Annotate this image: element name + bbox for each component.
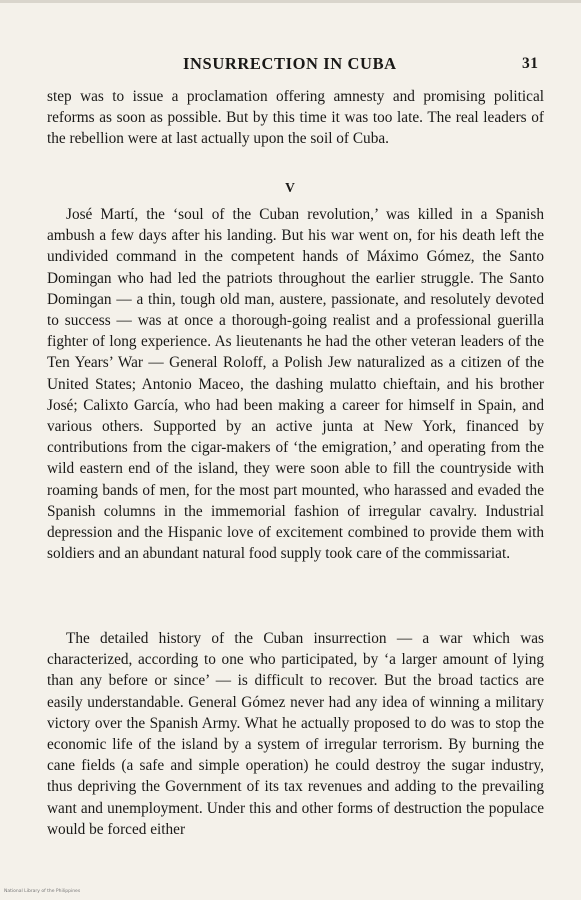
running-head (0, 54, 581, 78)
page-number: 31 (522, 55, 539, 72)
paragraph-marti (47, 204, 544, 564)
paragraph-continuation (47, 86, 544, 150)
paragraph-text: José Martí, the ‘soul of the Cuban revolution,’ was killed in a Spanish ambush a few days after his landing. But his war went on, for his death left the undivided command in the competent hands of Máximo Gómez, the Santo Domingan who had led the patriots throughout the earlier struggle. The Santo Domingan — a thin, tough old man, austere, passionate, and resolutely devoted to success — was at once a thorough-going realist and a professional guerilla fighter of long experience. As lieutenants he had the other veteran leaders of the Ten Years’ War — General Roloff, a Polish Jew naturalized as a citizen of the United States; Antonio Maceo, the dashing mulatto chieftain, and his brother José; Calixto García, who had been making a career for himself in Spain, and various others. Supported by an active junta at New York, financed by contributions from the cigar-makers of ‘the emigration,’ and operating from the wild eastern end of the island, they were soon able to fill the countryside with roaming bands of men, for the most part mounted, who harassed and evaded the Spanish columns in the immemorial fashion of irregular cavalry. Industrial depression and the Hispanic love of excitement combined to provide them with soldiers and an abundant natural food supply took care of the commissariat. (47, 206, 544, 563)
paragraph-insurrection-history (47, 628, 544, 840)
paragraph-text: The detailed history of the Cuban insurrection — a war which was characterized, according to one who participated, by ‘a larger amount of lying than any before or since’ — is difficult to recover. But the broad tactics are easily understandable. General Gómez never had any idea of winning a military victory over the Spanish Army. What he actually proposed to do was to stop the economic life of the island by a system of irregular terrorism. By burning the cane fields (a safe and simple operation) he could destroy the sugar industry, thus depriving the Government of its tax revenues and adding to the prevailing want and unemployment. Under this and other forms of destruction the populace would be forced either (47, 630, 544, 838)
scan-footer: National Library of the Philippines (4, 889, 81, 894)
running-title: INSURRECTION IN CUBA (183, 54, 397, 73)
section-numeral: V (285, 180, 296, 195)
paragraph-text: step was to issue a proclamation offering amnesty and promising political reforms as soon as possible. But by this time it was too late. The real leaders of the rebellion were at last actually upon the soil of Cuba. (47, 88, 544, 148)
